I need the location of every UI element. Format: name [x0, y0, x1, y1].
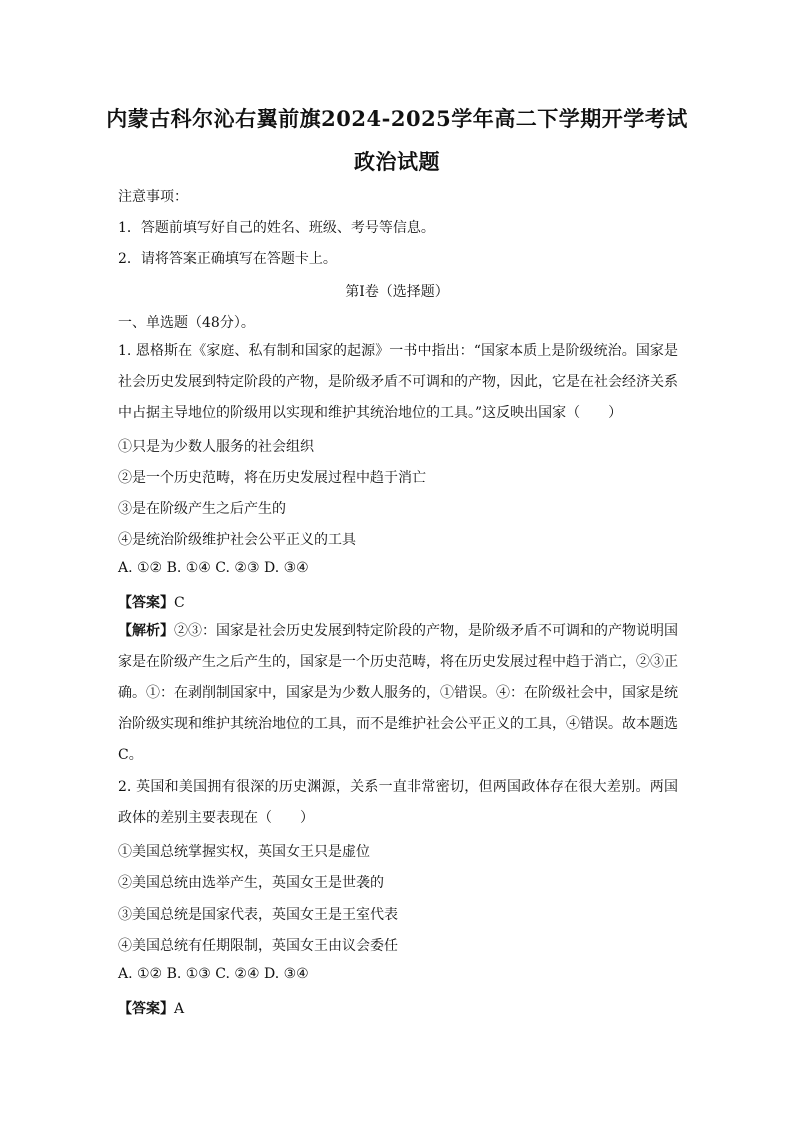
question-1-analysis [118, 616, 678, 771]
question-2-option-4: ④美国总统有任期限制，英国女王由议会委任 [118, 938, 398, 954]
page-subtitle: 政治试题 [354, 149, 440, 174]
question-2-choices: A. ①② B. ①③ C. ②④ D. ③④ [118, 966, 309, 982]
answer-value: C [174, 595, 185, 611]
question-1-option-3: ③是在阶级产生之后产生的 [118, 501, 286, 517]
question-2-option-3: ③美国总统是国家代表，英国女王是王室代表 [118, 907, 398, 923]
question-2-answer [118, 998, 184, 1018]
question-1-option-1: ①只是为少数人服务的社会组织 [118, 439, 314, 455]
question-1-option-2: ②是一个历史范畴，将在历史发展过程中趋于消亡 [118, 470, 426, 486]
question-2-stem: 2. 英国和美国拥有很深的历史渊源，关系一直非常密切，但两国政体存在很大差别。两国政体的差别主要表现在（ ） [118, 779, 678, 826]
question-1-choices: A. ①② B. ①④ C. ②③ D. ③④ [118, 560, 309, 576]
analysis-text: ②③：国家是社会历史发展到特定阶段的产物，是阶级矛盾不可调和的产物说明国家是在阶级产生之后产生的，国家是一个历史范畴，将在历史发展过程中趋于消亡，②③正确。①：在剥削制国家中，国家是为少数人服务的，①错误。④：在阶级社会中，国家是统治阶级实现和维护其统治地位的工具，而不是维护社会公平正义的工具，④错误。故本题选C。 [118, 623, 678, 763]
question-1-stem: 1. 恩格斯在《家庭、私有制和国家的起源》一书中指出：“国家本质上是阶级统治。国家是社会历史发展到特定阶段的产物，是阶级矛盾不可调和的产物，因此，它是在社会经济关系中占据主导地位的阶级用以实现和维护其统治地位的工具。”这反映出国家（ ） [118, 343, 678, 421]
analysis-label: 【解析】 [118, 623, 174, 639]
question-1-option-4: ④是统治阶级维护社会公平正义的工具 [118, 532, 356, 548]
answer-label: 【答案】 [118, 1001, 174, 1017]
question-2-option-2: ②美国总统由选举产生，英国女王是世袭的 [118, 875, 384, 891]
notes-heading: 注意事项： [118, 189, 188, 205]
notes-item-2: 2．请将答案正确填写在答题卡上。 [118, 251, 337, 267]
answer-value: A [174, 1001, 185, 1017]
volume-heading: 第I卷（选择题） [345, 284, 449, 300]
question-1-answer [118, 592, 185, 612]
notes-item-1: 1．答题前填写好自己的姓名、班级、考号等信息。 [118, 220, 435, 236]
answer-label: 【答案】 [118, 595, 174, 611]
section-heading: 一、单选题（48分）。 [118, 315, 255, 331]
question-2-option-1: ①美国总统掌握实权，英国女王只是虚位 [118, 844, 370, 860]
page-title: 内蒙古科尔沁右翼前旗2024-2025学年高二下学期开学考试 [106, 106, 688, 131]
